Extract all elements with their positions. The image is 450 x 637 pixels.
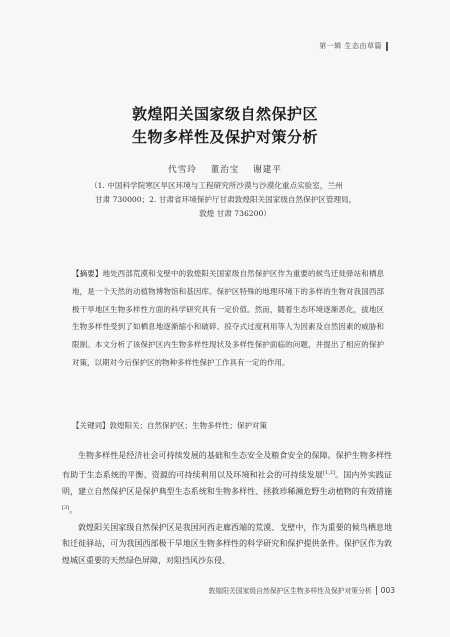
title-line-2: 生物多样性及保护对策分析 — [131, 128, 318, 146]
body-paragraph-1 — [62, 448, 392, 520]
body-text-segment: 。国内外实践证明，建立自然保护区是保护典型生态系统和生物多样性、拯救珍稀濒危野生动植物的有效措施 — [62, 470, 393, 496]
abstract-text: 地处西部荒漠和戈壁中的敦煌阳关国家级自然保护区作为重要的候鸟迁徙驿站和栖息地，是一个天然的动植物博物馆和基因库。保护区特殊的地理环境下的多样的生物对我国西部极干旱地区生物多样性方面的科学研究具有一定价值。然而，随着生态环境逐渐恶化，拔地区生物多样性受到了如栖息地逐渐缩小和破碎、掠夺式过度利用等人为因素及自然因素的威胁和限制。本文分析了该保护区内生物多样性现状及多样性保护面临的问题，并提出了相应的保护对策，以期对今后保护区的物种多样性保护工作具有一定的作用。 — [72, 269, 385, 367]
citation: [1,2] — [323, 469, 335, 476]
running-footer — [209, 585, 395, 595]
keywords-label: 【关键词】 — [72, 421, 110, 430]
affiliation-line-3: 敦煌 甘肃 736200） — [199, 208, 271, 218]
header-bar — [386, 42, 388, 51]
citation: [3] — [62, 505, 70, 512]
body-paragraph-2: 敦煌阳关国家级自然保护区是我国河西走廊西端的荒漠、戈壁中，作为重要的候鸟栖息地和迁徙驿站，可为我国西部极干旱地区生物多样性的科学研究和保护提供条件。保护区作为敦煌城区重要的天然绿色屏障，对阻挡风沙东侵、 — [62, 522, 392, 565]
running-header — [319, 41, 388, 51]
body-text-segment: 生物多样性是经济社会可持续发展的基础和生态安全及粮食安全的保障。保护生物多样性有助于生态系统的平衡、资源的可持续利用以及环境和社会的可持续发展 — [62, 451, 392, 480]
page-number: 003 — [380, 585, 395, 595]
title-line-1: 敦煌阳关国家级自然保护区 — [131, 105, 318, 123]
affiliation-line-1: （1. 中国科学院寒区旱区环境与工程研究所沙漠与沙漠化重点实验室，兰州 — [90, 181, 343, 190]
body-text-segment: 。 — [69, 506, 78, 516]
authors: 代雪玲 董治宝 谢建平 — [168, 165, 282, 175]
chapter-label: 第一辑 生态由草篇 — [319, 42, 382, 50]
keywords — [72, 420, 392, 431]
body-text — [62, 448, 392, 569]
affiliation-line-2: 甘肃 730000；2. 甘肃省环境保护厅甘肃敦煌阳关国家级自然保护区管理局， — [95, 194, 357, 204]
abstract — [72, 265, 384, 372]
abstract-label: 【摘要】 — [72, 269, 103, 278]
affiliation — [90, 179, 380, 220]
footer-title: 敦煌阳关国家级自然保护区生物多样性及保护对策分析 — [208, 587, 372, 595]
footer-bar — [376, 586, 377, 595]
keywords-text: 敦煌阳关；自然保护区；生物多样性；保护对策 — [109, 421, 267, 430]
